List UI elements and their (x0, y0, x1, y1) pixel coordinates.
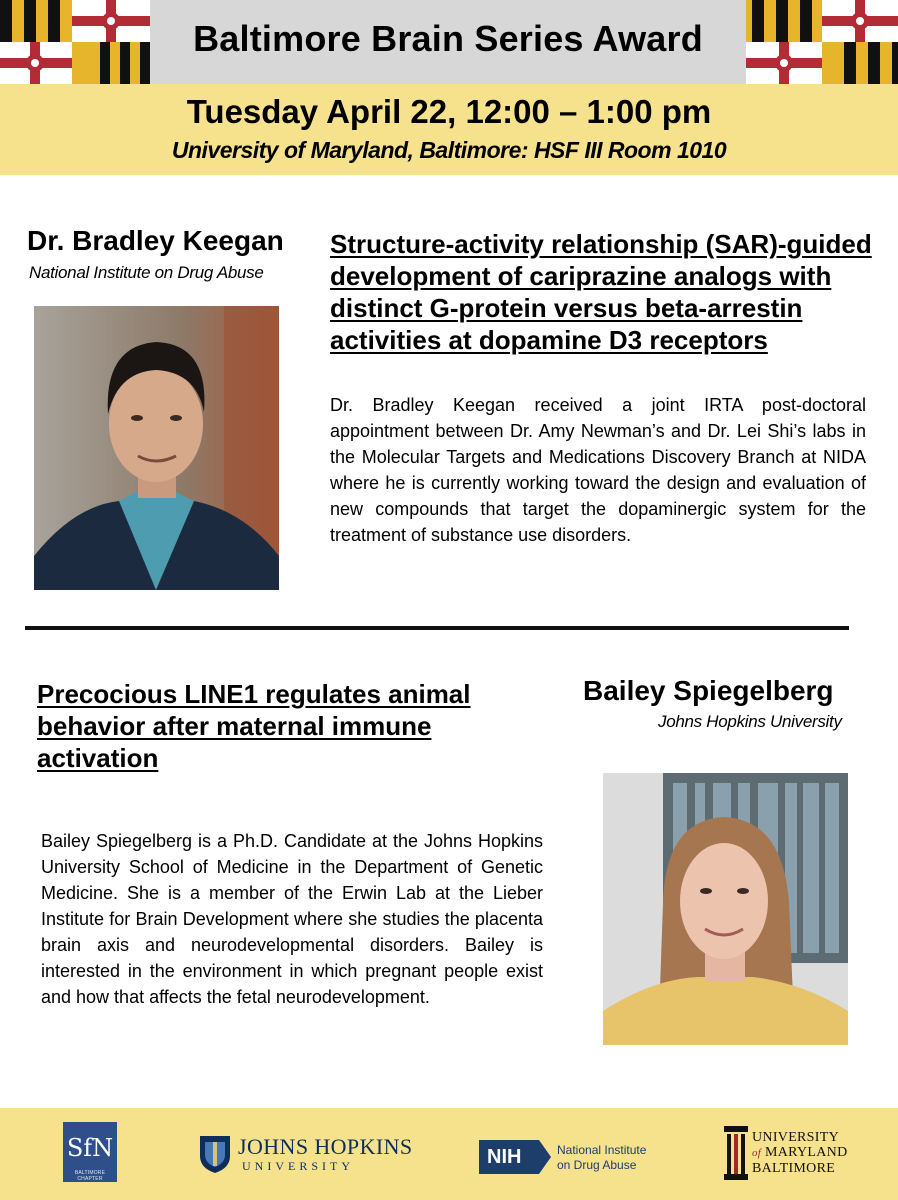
speaker2-name: Bailey Spiegelberg (583, 675, 834, 706)
speaker1-bio: Dr. Bradley Keegan received a joint IRTA post-doctoral appointment between Dr. Amy Newman’s and Dr. Lei Shi’s labs in the Molecular Targets and Medications Discovery Branch at NIDA where he is currently working toward the design and evaluation of new compounds that target the dopaminergic system for the treatment of substance use disorders. (330, 395, 866, 545)
nih-nida-logo (479, 1132, 659, 1178)
nih-badge: NIH (479, 1140, 539, 1174)
section-divider (25, 626, 849, 630)
nida-logo-text (557, 1143, 646, 1173)
talk-title-line: activities at dopamine D3 receptors (330, 325, 768, 355)
maryland-flag-right (746, 0, 898, 84)
nida-line1: National Institute (557, 1143, 647, 1157)
umb-logo-text (752, 1130, 848, 1176)
speaker2-talk-title (37, 678, 537, 774)
page-title: Baltimore Brain Series Award (193, 18, 703, 59)
event-venue: University of Maryland, Baltimore: HSF III Room 1010 (171, 137, 727, 163)
nida-line2: on Drug Abuse (557, 1158, 637, 1172)
umb-line3: BALTIMORE (752, 1161, 836, 1176)
umb-of: of (752, 1147, 762, 1159)
speaker2-photo (603, 773, 848, 1045)
umb-line1: UNIVERSITY (752, 1130, 839, 1145)
header-banner (0, 0, 898, 175)
talk-title-line: behavior after maternal immune (37, 711, 432, 741)
sponsor-logos-footer (0, 1108, 898, 1200)
jhu-logo-name: JOHNS HOPKINS (238, 1134, 413, 1159)
talk-title-line: Structure-activity relationship (SAR)-guided (330, 229, 872, 259)
speaker1-talk-title (330, 228, 898, 356)
nih-chevron-icon (539, 1140, 551, 1174)
talk-title-line: Precocious LINE1 regulates animal (37, 679, 471, 709)
event-date-time: Tuesday April 22, 12:00 – 1:00 pm (186, 93, 712, 130)
talk-title-line: distinct G-protein versus beta-arrestin (330, 293, 803, 323)
speaker2-affiliation: Johns Hopkins University (658, 712, 842, 731)
jhu-shield-icon (198, 1134, 232, 1174)
umb-column-icon (724, 1126, 748, 1180)
talk-title-line: development of cariprazine analogs with (330, 261, 832, 291)
speaker1-photo (34, 306, 279, 590)
umaryland-baltimore-logo (724, 1122, 854, 1188)
sfn-logo-mark: SfN (66, 1134, 114, 1162)
maryland-flag-left (0, 0, 150, 84)
talk-title-line: activation (37, 743, 159, 773)
johns-hopkins-logo (198, 1134, 413, 1174)
speaker1-affiliation: National Institute on Drug Abuse (29, 263, 264, 282)
umb-line2: MARYLAND (764, 1145, 848, 1160)
speaker2-bio: Bailey Spiegelberg is a Ph.D. Candidate at the Johns Hopkins University School of Medicine in the Department of Genetic Medicine. She is a member of the Erwin Lab at the Lieber Institute for Brain Development where she studies the placenta brain axis and neurodevelopmental disorders. Bailey is interested in the environment in which pregnant people exist and how that affects the fetal neurodevelopment. (41, 831, 543, 1007)
speaker1-name: Dr. Bradley Keegan (27, 225, 284, 256)
sfn-logo (63, 1122, 117, 1182)
sfn-logo-subtitle: BALTIMORE CHAPTER (74, 1170, 106, 1182)
jhu-logo-university: UNIVERSITY (242, 1159, 354, 1173)
